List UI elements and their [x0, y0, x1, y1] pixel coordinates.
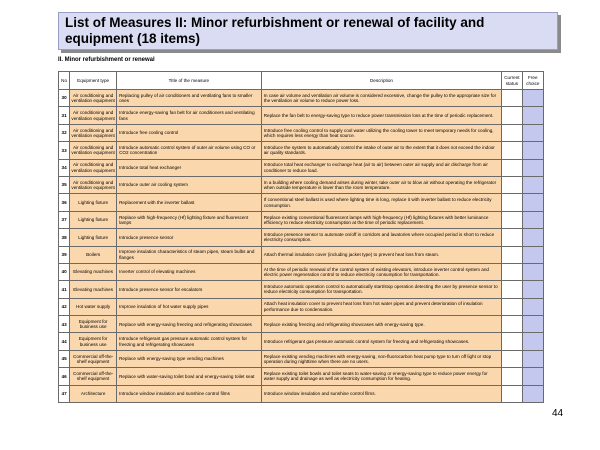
table-row	[59, 176, 544, 193]
row-free-choice-cell[interactable]	[522, 142, 543, 159]
row-current-status-cell[interactable]	[502, 316, 522, 333]
row-number: 39	[59, 246, 70, 263]
row-current-status-cell[interactable]	[502, 333, 522, 350]
table-row	[59, 368, 544, 385]
header-measure-title: Title of the measure	[117, 72, 262, 90]
row-free-choice-cell[interactable]	[522, 281, 543, 298]
row-measure-title: Replace with energy-saving freezing and refrigerating showcases	[117, 316, 262, 333]
row-measure-title: Inverter control of elevating machines	[117, 263, 262, 280]
row-current-status-cell[interactable]	[502, 229, 522, 246]
table-row	[59, 298, 544, 315]
slide-title-box	[58, 12, 558, 50]
table-row	[59, 385, 544, 402]
row-free-choice-cell[interactable]	[522, 316, 543, 333]
row-number: 30	[59, 90, 70, 107]
row-measure-title: Replace with energy-saving type vending machines	[117, 350, 262, 367]
row-description: At the time of periodic renewal of the control system of existing elevators, introduce inverter control system and electric power regeneration control to reduce electricity consumption for transportation.	[261, 263, 501, 280]
row-description: Introduce presence sensor to automate on/off in corridors and lavatories where occupied period is short to reduce electricity consumption.	[261, 229, 501, 246]
header-current-status: Current status	[502, 72, 522, 90]
row-current-status-cell[interactable]	[502, 159, 522, 176]
table-row	[59, 211, 544, 228]
row-equipment-type: Architecture	[70, 385, 117, 402]
table-row	[59, 159, 544, 176]
row-current-status-cell[interactable]	[502, 107, 522, 124]
row-description: Introduce window insulation and sunshine control films.	[261, 385, 501, 402]
table-row	[59, 90, 544, 107]
row-number: 34	[59, 159, 70, 176]
row-free-choice-cell[interactable]	[522, 211, 543, 228]
row-measure-title: Introduce energy-saving fan belt for air conditioners and ventilating fans	[117, 107, 262, 124]
row-description: Attach heat insulation cover to prevent heat loss from hot water pipes and prevent deterioration of insulation performance due to condensation.	[261, 298, 501, 315]
row-current-status-cell[interactable]	[502, 194, 522, 211]
table-row	[59, 263, 544, 280]
row-description: Introduce the system to automatically control the intake of outer air to the extent that it does not exceed the indoor air quality standards.	[261, 142, 501, 159]
row-free-choice-cell[interactable]	[522, 246, 543, 263]
table-row	[59, 350, 544, 367]
row-equipment-type: Hot water supply	[70, 298, 117, 315]
row-equipment-type: Equipment for business use	[70, 333, 117, 350]
row-description: Attach thermal insulation cover (including jacket type) to prevent heat loss from steam.	[261, 246, 501, 263]
row-equipment-type: Air conditioning and ventilation equipment	[70, 124, 117, 141]
row-description: In a building where cooling demand arises during winter, take outer air to blow air without operating the refrigerator when outside temperature is lower than the room temperature.	[261, 176, 501, 193]
table-body	[59, 90, 544, 403]
row-number: 47	[59, 385, 70, 402]
page-number: 44	[552, 408, 564, 419]
row-description: Replace the fan belt to energy-saving type to reduce power transmission loss at the time of periodic replacement.	[261, 107, 501, 124]
row-free-choice-cell[interactable]	[522, 350, 543, 367]
row-measure-title: Introduce automatic control system of outer air volume using CO or CO2 concentration	[117, 142, 262, 159]
row-measure-title: Introduce presence sensor	[117, 229, 262, 246]
row-description: Introduce refrigerant gas pressure automatic control system for freezing and refrigerating showcases.	[261, 333, 501, 350]
header-description: Description	[261, 72, 501, 90]
row-free-choice-cell[interactable]	[522, 159, 543, 176]
row-equipment-type: Elevating machines	[70, 263, 117, 280]
header-free-choice: Free choice	[522, 72, 543, 90]
row-free-choice-cell[interactable]	[522, 124, 543, 141]
row-measure-title: Introduce presence sensor for escalators	[117, 281, 262, 298]
slide-title: List of Measures II: Minor refurbishment or renewal of facility and equipment (18 items)	[65, 15, 485, 46]
table-row	[59, 316, 544, 333]
row-current-status-cell[interactable]	[502, 142, 522, 159]
row-current-status-cell[interactable]	[502, 211, 522, 228]
row-equipment-type: Air conditioning and ventilation equipment	[70, 90, 117, 107]
row-equipment-type: Air conditioning and ventilation equipment	[70, 107, 117, 124]
row-free-choice-cell[interactable]	[522, 263, 543, 280]
row-description: If conventional steel ballast is used where lighting time is long, replace it with inverter ballast to reduce electricity consumption.	[261, 194, 501, 211]
table-row	[59, 229, 544, 246]
table-row	[59, 333, 544, 350]
row-description: Introduce automatic operation control to automatically start/stop operation detecting the user by presence sensor to reduce electricity consumption for transportation.	[261, 281, 501, 298]
row-measure-title: Introduce outer air cooling system	[117, 176, 262, 193]
row-number: 42	[59, 298, 70, 315]
table-row	[59, 107, 544, 124]
row-number: 43	[59, 316, 70, 333]
row-free-choice-cell[interactable]	[522, 176, 543, 193]
row-measure-title: Introduce window insulation and sunshine control films	[117, 385, 262, 402]
row-equipment-type: Lighting fixture	[70, 211, 117, 228]
row-equipment-type: Commercial off-the-shelf equipment	[70, 368, 117, 385]
row-free-choice-cell[interactable]	[522, 333, 543, 350]
row-current-status-cell[interactable]	[502, 90, 522, 107]
row-description: Replace existing vending machines with energy-saving, non-fluorocarbon heat pump type to turn off light or stop operation during nighttime when there are no users.	[261, 350, 501, 367]
row-measure-title: Introduce refrigerant gas pressure automatic control system for freezing and refrigerating showcases	[117, 333, 262, 350]
row-measure-title: Replacing pulley of air conditioners and ventilating fans to smaller ones	[117, 90, 262, 107]
row-number: 31	[59, 107, 70, 124]
row-number: 40	[59, 263, 70, 280]
row-equipment-type: Equipment for business use	[70, 316, 117, 333]
row-current-status-cell[interactable]	[502, 281, 522, 298]
row-number: 46	[59, 368, 70, 385]
header-equipment-type: Equipment type	[70, 72, 117, 90]
row-free-choice-cell[interactable]	[522, 298, 543, 315]
table-row	[59, 246, 544, 263]
row-free-choice-cell[interactable]	[522, 107, 543, 124]
row-current-status-cell[interactable]	[502, 350, 522, 367]
row-number: 44	[59, 333, 70, 350]
row-description: Replace existing toilet bowls and toilet seats to water-saving or energy-saving type to reduce power energy for water supply and drainage as well as electricity consumption for heating.	[261, 368, 501, 385]
table-row	[59, 142, 544, 159]
row-free-choice-cell[interactable]	[522, 229, 543, 246]
row-current-status-cell[interactable]	[502, 298, 522, 315]
row-measure-title: Replace with high-frequency (Hf) lighting fixture and fluorescent lamps	[117, 211, 262, 228]
row-number: 45	[59, 350, 70, 367]
row-description: Introduce free cooling control to supply cool water utilizing the cooling tower to meet temporary needs for cooling, which requires less energy than heat source.	[261, 124, 501, 141]
row-equipment-type: Air conditioning and ventilation equipment	[70, 159, 117, 176]
row-equipment-type: Lighting fixture	[70, 194, 117, 211]
row-equipment-type: Air conditioning and ventilation equipment	[70, 176, 117, 193]
table-row	[59, 124, 544, 141]
row-number: 36	[59, 194, 70, 211]
row-number: 38	[59, 229, 70, 246]
row-measure-title: Introduce total heat exchanger	[117, 159, 262, 176]
row-measure-title: Replace with water-saving toilet bowl and energy-saving toilet seat	[117, 368, 262, 385]
table-row	[59, 194, 544, 211]
measures-table	[58, 71, 544, 403]
row-number: 32	[59, 124, 70, 141]
row-current-status-cell[interactable]	[502, 246, 522, 263]
row-description: In case air volume and ventilation air volume is considered excessive, change the pulley to the appropriate size for the ventilation air volume to reduce power loss.	[261, 90, 501, 107]
row-number: 41	[59, 281, 70, 298]
row-current-status-cell[interactable]	[502, 263, 522, 280]
row-equipment-type: Air conditioning and ventilation equipment	[70, 142, 117, 159]
row-description: Replace existing conventional fluorescent lamps with high-frequency (Hf) lighting fixtures with better luminance efficiency to reduce electricity consumption at the time of periodic replacement.	[261, 211, 501, 228]
row-number: 33	[59, 142, 70, 159]
row-number: 35	[59, 176, 70, 193]
row-free-choice-cell[interactable]	[522, 368, 543, 385]
table-header-row	[59, 72, 544, 90]
row-measure-title: Introduce free cooling control	[117, 124, 262, 141]
row-current-status-cell[interactable]	[502, 124, 522, 141]
row-measure-title: Improve insulation characteristics of steam pipes, steam bulbs and flanges	[117, 246, 262, 263]
row-free-choice-cell[interactable]	[522, 194, 543, 211]
row-equipment-type: Boilers	[70, 246, 117, 263]
row-current-status-cell[interactable]	[502, 385, 522, 402]
table-row	[59, 281, 544, 298]
row-measure-title: Replacement with the inverter ballast	[117, 194, 262, 211]
row-equipment-type: Lighting fixture	[70, 229, 117, 246]
row-equipment-type: Commercial off-the-shelf equipment	[70, 350, 117, 367]
row-current-status-cell[interactable]	[502, 176, 522, 193]
row-description: Introduce total heat exchanger to exchange heat (air to air) between outer air supply and air discharge from air conditioner to reduce load.	[261, 159, 501, 176]
row-measure-title: Improve insulation of hot water supply pipes	[117, 298, 262, 315]
row-free-choice-cell[interactable]	[522, 90, 543, 107]
header-no: No	[59, 72, 70, 90]
row-free-choice-cell[interactable]	[522, 385, 543, 402]
row-current-status-cell[interactable]	[502, 368, 522, 385]
row-number: 37	[59, 211, 70, 228]
row-equipment-type: Elevating machines	[70, 281, 117, 298]
row-description: Replace existing freezing and refrigerating showcases with energy-saving type.	[261, 316, 501, 333]
section-label: II. Minor refurbishment or renewal	[58, 57, 155, 63]
